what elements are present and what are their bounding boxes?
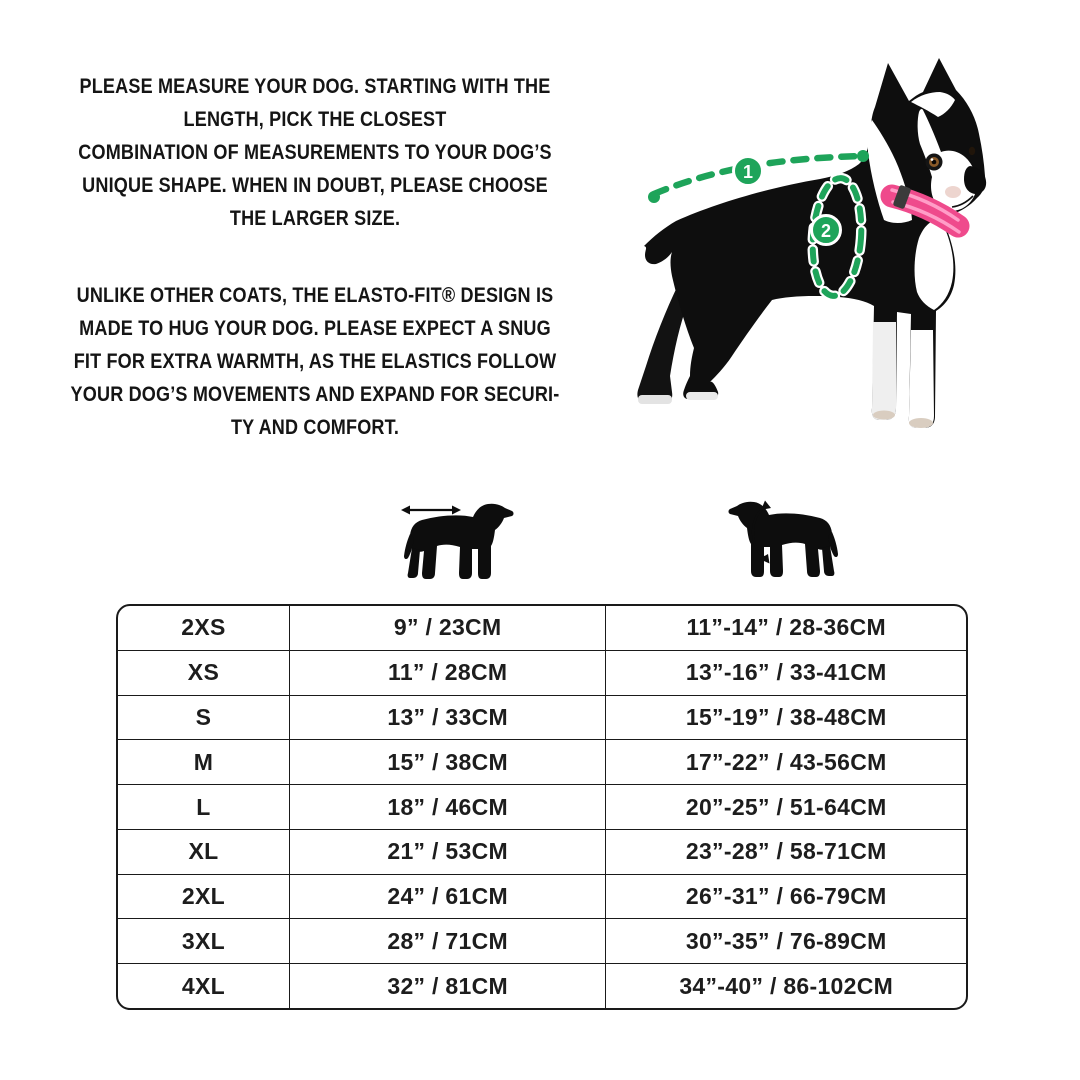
size-chart-table	[116, 604, 968, 1010]
size-cell: M	[118, 740, 290, 784]
girth-cell: 13”-16” / 33-41CM	[685, 659, 887, 686]
size-table-row	[118, 874, 966, 919]
text-line: PLEASE MEASURE YOUR DOG. STARTING WITH THE	[79, 74, 551, 98]
length-cell: 21” / 53CM	[290, 830, 607, 874]
length-arrow	[401, 506, 461, 515]
dog-length-measure-icon	[398, 496, 522, 586]
dog-front-paw	[873, 411, 895, 420]
text-line: YOUR DOG’S MOVEMENTS AND EXPAND FOR SECURI-	[70, 382, 560, 406]
text-line: UNLIKE OTHER COATS, THE ELASTO-FIT® DESIGN IS	[76, 283, 554, 307]
text-line: MADE TO HUG YOUR DOG. PLEASE EXPECT A SNUG	[79, 316, 551, 340]
girth-cell: 34”-40” / 86-102CM	[679, 972, 894, 999]
girth-cell: 20”-25” / 51-64CM	[685, 793, 887, 820]
text-line: UNIQUE SHAPE. WHEN IN DOUBT, PLEASE CHOOSE	[82, 173, 548, 197]
length-cell: 9” / 23CM	[290, 606, 607, 650]
size-cell: L	[118, 785, 290, 829]
size-table-row	[118, 695, 966, 740]
dog-far-eye	[969, 147, 975, 155]
length-cell: 13” / 33CM	[290, 696, 607, 740]
text-line: THE LARGER SIZE.	[229, 206, 401, 230]
size-table-row	[118, 606, 966, 650]
dog-front-paw	[909, 418, 933, 428]
dog-near-hind-paw	[686, 392, 718, 400]
size-cell: XS	[118, 651, 290, 695]
girth-cell: 26”-31” / 66-79CM	[685, 883, 887, 910]
length-cell: 15” / 38CM	[290, 740, 607, 784]
size-cell: 2XL	[118, 875, 290, 919]
girth-cell: 23”-28” / 58-71CM	[685, 838, 887, 865]
step1-badge-label: 1	[742, 162, 754, 182]
length-cell: 11” / 28CM	[290, 651, 607, 695]
size-table-row	[118, 829, 966, 874]
size-table-row	[118, 784, 966, 829]
size-cell: XL	[118, 830, 290, 874]
dog-measurement-photo	[620, 50, 1060, 450]
length-cell: 32” / 81CM	[290, 964, 607, 1008]
dog-far-hind-paw	[638, 395, 672, 404]
length-line-start-dot	[648, 191, 660, 203]
size-table-row	[118, 739, 966, 784]
girth-cell: 11”-14” / 28-36CM	[686, 614, 886, 641]
step2-badge-label: 2	[820, 221, 832, 241]
size-table-row	[118, 918, 966, 963]
elasto-fit-note-text	[67, 279, 563, 444]
text-line: COMBINATION OF MEASUREMENTS TO YOUR DOG’S	[78, 140, 552, 164]
size-table-row	[118, 963, 966, 1008]
measure-instructions-text	[67, 70, 563, 235]
length-line-end-dot	[857, 150, 869, 162]
dog-near-front-leg-white	[909, 330, 934, 428]
girth-cell: 30”-35” / 76-89CM	[685, 927, 887, 954]
length-cell: 28” / 71CM	[290, 919, 607, 963]
girth-cell: 17”-22” / 43-56CM	[685, 748, 887, 775]
dog-girth-measure-icon	[720, 494, 844, 584]
size-cell: 2XS	[118, 606, 290, 650]
size-cell: 4XL	[118, 964, 290, 1008]
length-cell: 24” / 61CM	[290, 875, 607, 919]
length-cell: 18” / 46CM	[290, 785, 607, 829]
girth-cell: 15”-19” / 38-48CM	[685, 703, 887, 730]
size-table-row	[118, 650, 966, 695]
dog-eye-glint	[931, 158, 934, 161]
dog-far-front-leg-white	[872, 322, 896, 420]
dog-muzzle-speckle	[945, 186, 961, 198]
text-line: FIT FOR EXTRA WARMTH, AS THE ELASTICS FOLLOW	[73, 349, 557, 373]
text-line: TY AND COMFORT.	[230, 415, 400, 439]
size-cell: S	[118, 696, 290, 740]
text-line: LENGTH, PICK THE CLOSEST	[183, 107, 447, 131]
size-cell: 3XL	[118, 919, 290, 963]
